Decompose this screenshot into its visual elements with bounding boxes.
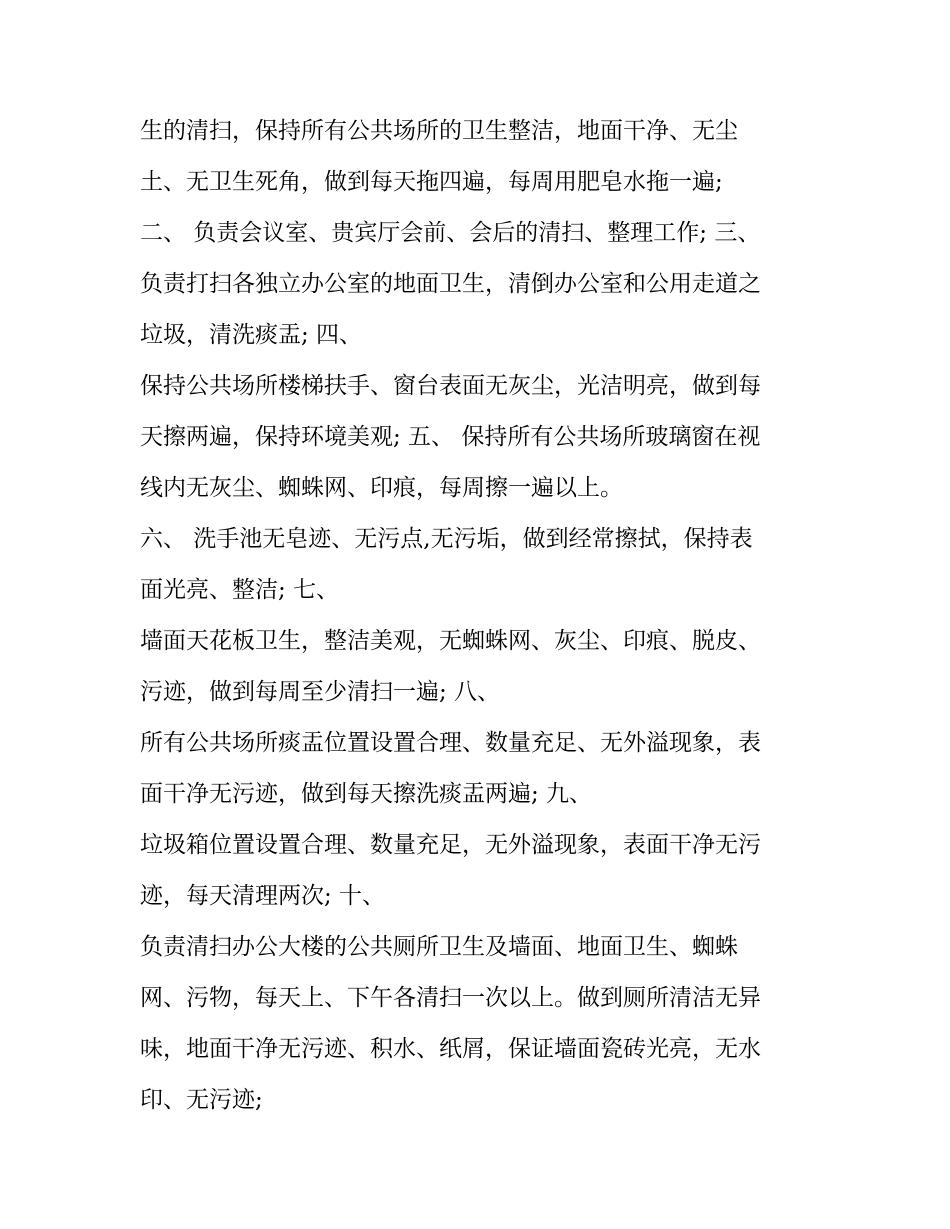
text-line: 印、无污迹; (140, 1087, 263, 1113)
text-line: 保持公共场所楼梯扶手、窗台表面无灰尘，光洁明亮，做到每 (140, 373, 761, 399)
text-line: 面光亮、整洁; 七、 (140, 577, 340, 603)
text-line: 网、污物，每天上、下午各清扫一次以上。做到厕所清洁无异 (140, 985, 761, 1011)
text-line: 天擦两遍，保持环境美观; 五、 保持所有公共场所玻璃窗在视 (140, 424, 761, 450)
text-line: 味，地面干净无污迹、积水、纸屑，保证墙面瓷砖光亮，无水 (140, 1036, 761, 1062)
body-text (140, 106, 830, 1126)
text-line: 迹，每天清理两次; 十、 (140, 883, 386, 909)
text-line: 所有公共场所痰盂位置设置合理、数量充足、无外溢现象，表 (140, 730, 761, 756)
text-line: 线内无灰尘、蜘蛛网、印痕，每周擦一遍以上。 (140, 475, 623, 501)
text-line: 六、 洗手池无皂迹、无污点,无污垢，做到经常擦拭，保持表 (140, 526, 753, 552)
text-line: 垃圾箱位置设置合理、数量充足，无外溢现象，表面干净无污 (140, 832, 761, 858)
text-line: 墙面天花板卫生，整洁美观，无蜘蛛网、灰尘、印痕、脱皮、 (140, 628, 761, 654)
text-line: 负责打扫各独立办公室的地面卫生，清倒办公室和公用走道之 (140, 271, 761, 297)
text-line: 面干净无污迹，做到每天擦洗痰盂两遍; 九、 (140, 781, 593, 807)
text-line: 垃圾，清洗痰盂; 四、 (140, 322, 363, 348)
text-line: 二、 负责会议室、贵宾厅会前、会后的清扫、整理工作; 三、 (140, 220, 761, 246)
text-line: 负责清扫办公大楼的公共厕所卫生及墙面、地面卫生、蜘蛛 (140, 934, 738, 960)
text-line: 生的清扫，保持所有公共场所的卫生整洁，地面干净、无尘 (140, 118, 738, 144)
text-line: 污迹，做到每周至少清扫一遍; 八、 (140, 679, 501, 705)
text-line: 土、无卫生死角，做到每天拖四遍，每周用肥皂水拖一遍; (140, 169, 723, 195)
